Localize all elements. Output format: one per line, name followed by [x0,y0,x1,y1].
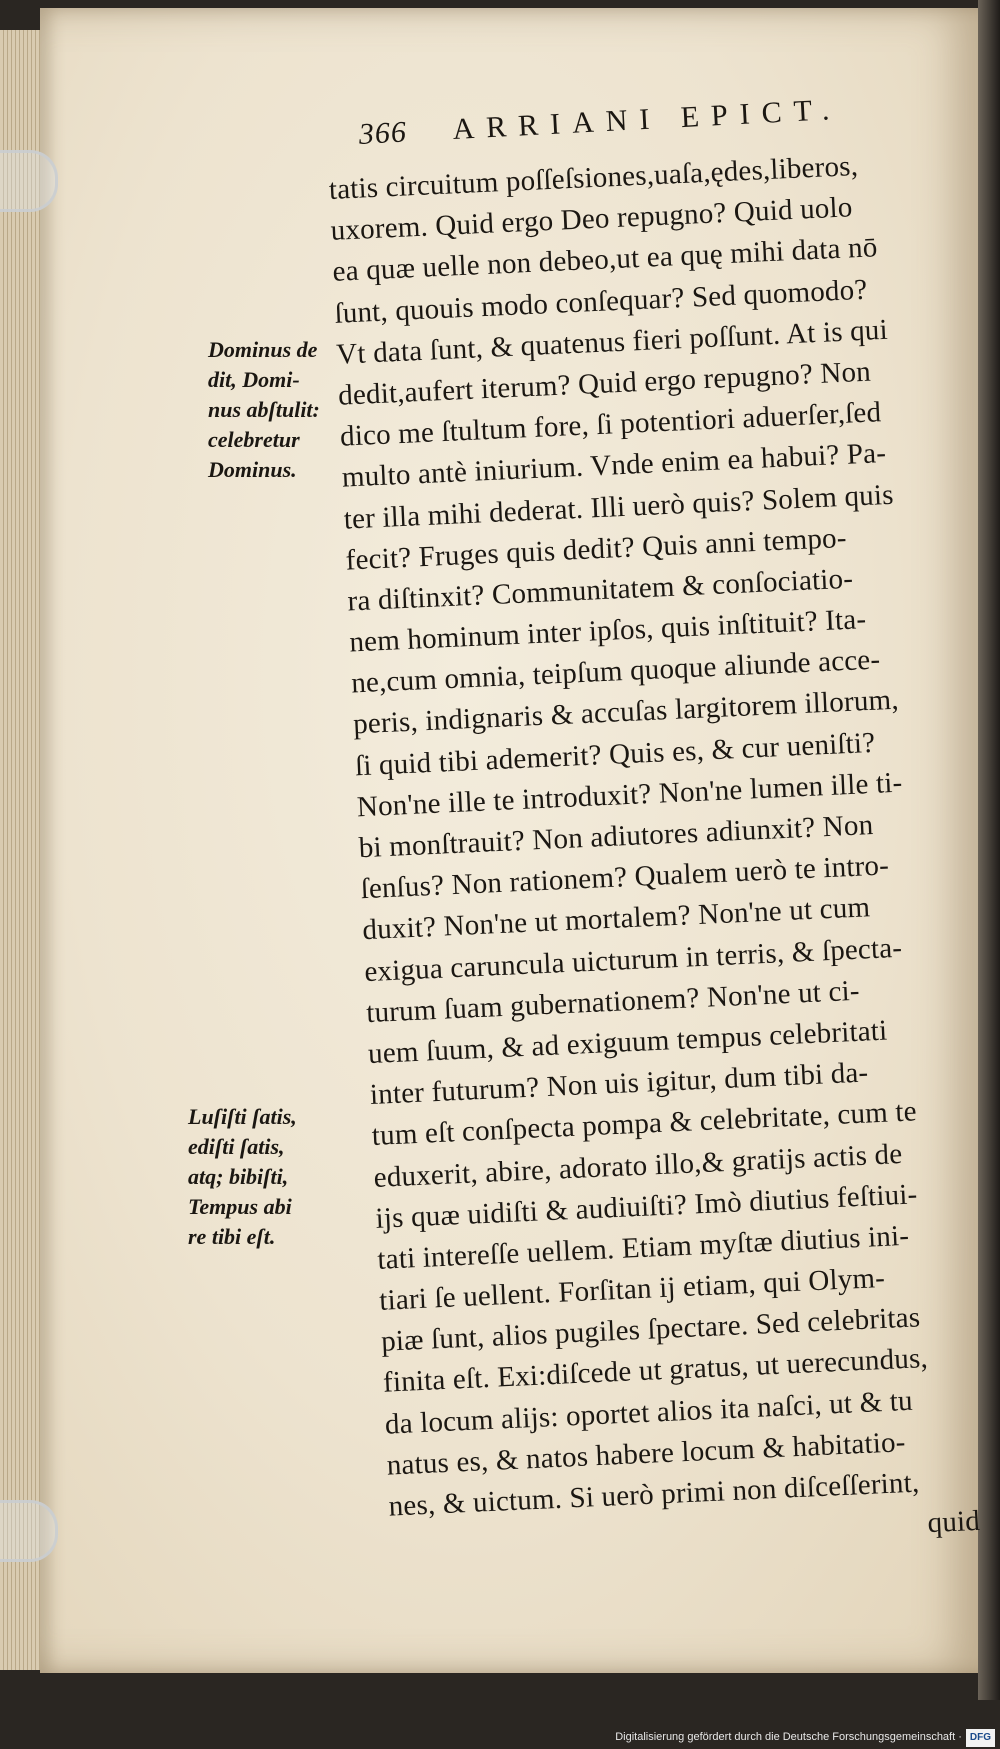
text-line: ijs quæ uidiſti & audiuiſti? Imò diutius feſtiui- [374,1178,919,1235]
text-line: exigua caruncula uicturum in terris, & ſpecta- [363,931,903,988]
text-line: nem hominum inter ipſos, quis inſtituit? Ita- [348,603,867,659]
text-line: dedit,aufert iterum? Quid ergo repugno? Non [337,355,872,412]
text-line: ſenſus? Non rationem? Qualem uerò te intro- [359,849,890,906]
text-line: fecit? Fruges quis dedit? Quis anni tempo- [344,521,848,577]
page-clip-top [0,150,58,212]
margin-note-line: dit, Domi- [208,367,300,392]
text-line: turum ſuam gubernationem? Non'ne ut ci- [365,974,861,1029]
text-line: dico me ſtultum fore, ſi potentiori aduerſer,ſed [339,396,882,453]
text-line: nes, & uictum. Si uerò primi non diſceſſerint, [387,1466,920,1523]
text-line: bi monſtrauit? Non adiutores adiunxit? Non [358,808,874,865]
text-line: tatis circuitum poſſeſsiones,uaſa,ędes,liberos, [328,149,859,206]
margin-note-dominus [208,335,338,485]
running-title: ARRIANI EPICT. [451,92,843,147]
margin-note-line: nus abſtulit: [208,397,320,422]
text-line: ra diſtinxit? Communitatem & conſociatio- [346,562,854,618]
text-line: tum eſt conſpecta pompa & celebritate, cum te [371,1095,918,1153]
text-line: peris, indignaris & accuſas largitorem illorum, [352,684,900,741]
digitization-footer [600,1728,995,1746]
text-line: uxorem. Quid ergo Deo repugno? Quid uolo [330,191,854,248]
text-line: natus es, & natos habere locum & habitatio- [386,1425,907,1482]
text-line: duxit? Non'ne ut mortalem? Non'ne ut cum [361,891,871,947]
text-line: da locum alijs: oportet alios ita naſci, ut & tu [384,1384,914,1441]
page-clip-bottom [0,1500,58,1562]
margin-note-line: Dominus. [208,457,297,482]
text-line: Vt data ſunt, & quatenus fieri poſſunt. At is qui [335,313,889,371]
margin-note-line: Dominus de [208,337,318,362]
margin-note-line: Tempus abi [188,1194,292,1219]
text-line: eduxerit, abire, adorato illo,& gratijs actis de [373,1137,903,1194]
text-line: ea quæ uelle non debeo,ut ea quę mihi data nō [331,231,879,289]
catchword: quid [926,1505,981,1540]
text-line: piæ ſunt, alios pugiles ſpectare. Sed celebritas [380,1301,921,1359]
text-line: ſunt, quouis modo conſequar? Sed quomodo? [333,273,869,330]
text-line: ter illa mihi dederat. Illi uerò quis? Solem quis [343,478,895,536]
page-number: 366 [358,115,408,151]
text-line: ne,cum omnia, teipſum quoque aliunde acce- [350,643,881,700]
text-line: uem ſuum, & ad exiguum tempus celebritati [367,1014,888,1071]
text-line: Non'ne ille te introduxit? Non'ne lumen ille ti- [356,766,904,824]
text-line: multo antè iniurium. Vnde enim ea habui? Pa- [341,437,887,494]
text-line: tiari ſe uellent. Forſitan ij etiam, qui Olym- [378,1261,886,1317]
margin-note-line: ediſti ſatis, [188,1134,285,1159]
margin-note-line: re tibi eſt. [188,1224,276,1249]
text-line: finita eſt. Exi:diſcede ut gratus, ut uerecundus, [382,1342,929,1400]
dfg-logo: DFG [966,1729,995,1747]
text-line: tati intereſſe uellem. Etiam myſtæ diutius ini- [376,1219,910,1276]
margin-note-line: celebretur [208,427,300,452]
text-line: inter futurum? Non uis igitur, dum tibi da- [369,1056,869,1112]
main-text-block [328,142,1000,1569]
footer-credit: Digitalisierung gefördert durch die Deutsche Forschungsgemeinschaft · [615,1731,962,1743]
margin-note-line: atq; bibiſti, [188,1164,289,1189]
margin-note-line: Luſiſti ſatis, [188,1104,297,1129]
text-line: ſi quid tibi ademerit? Quis es, & cur ueniſti? [354,726,876,782]
margin-note-lusisti [188,1102,328,1252]
